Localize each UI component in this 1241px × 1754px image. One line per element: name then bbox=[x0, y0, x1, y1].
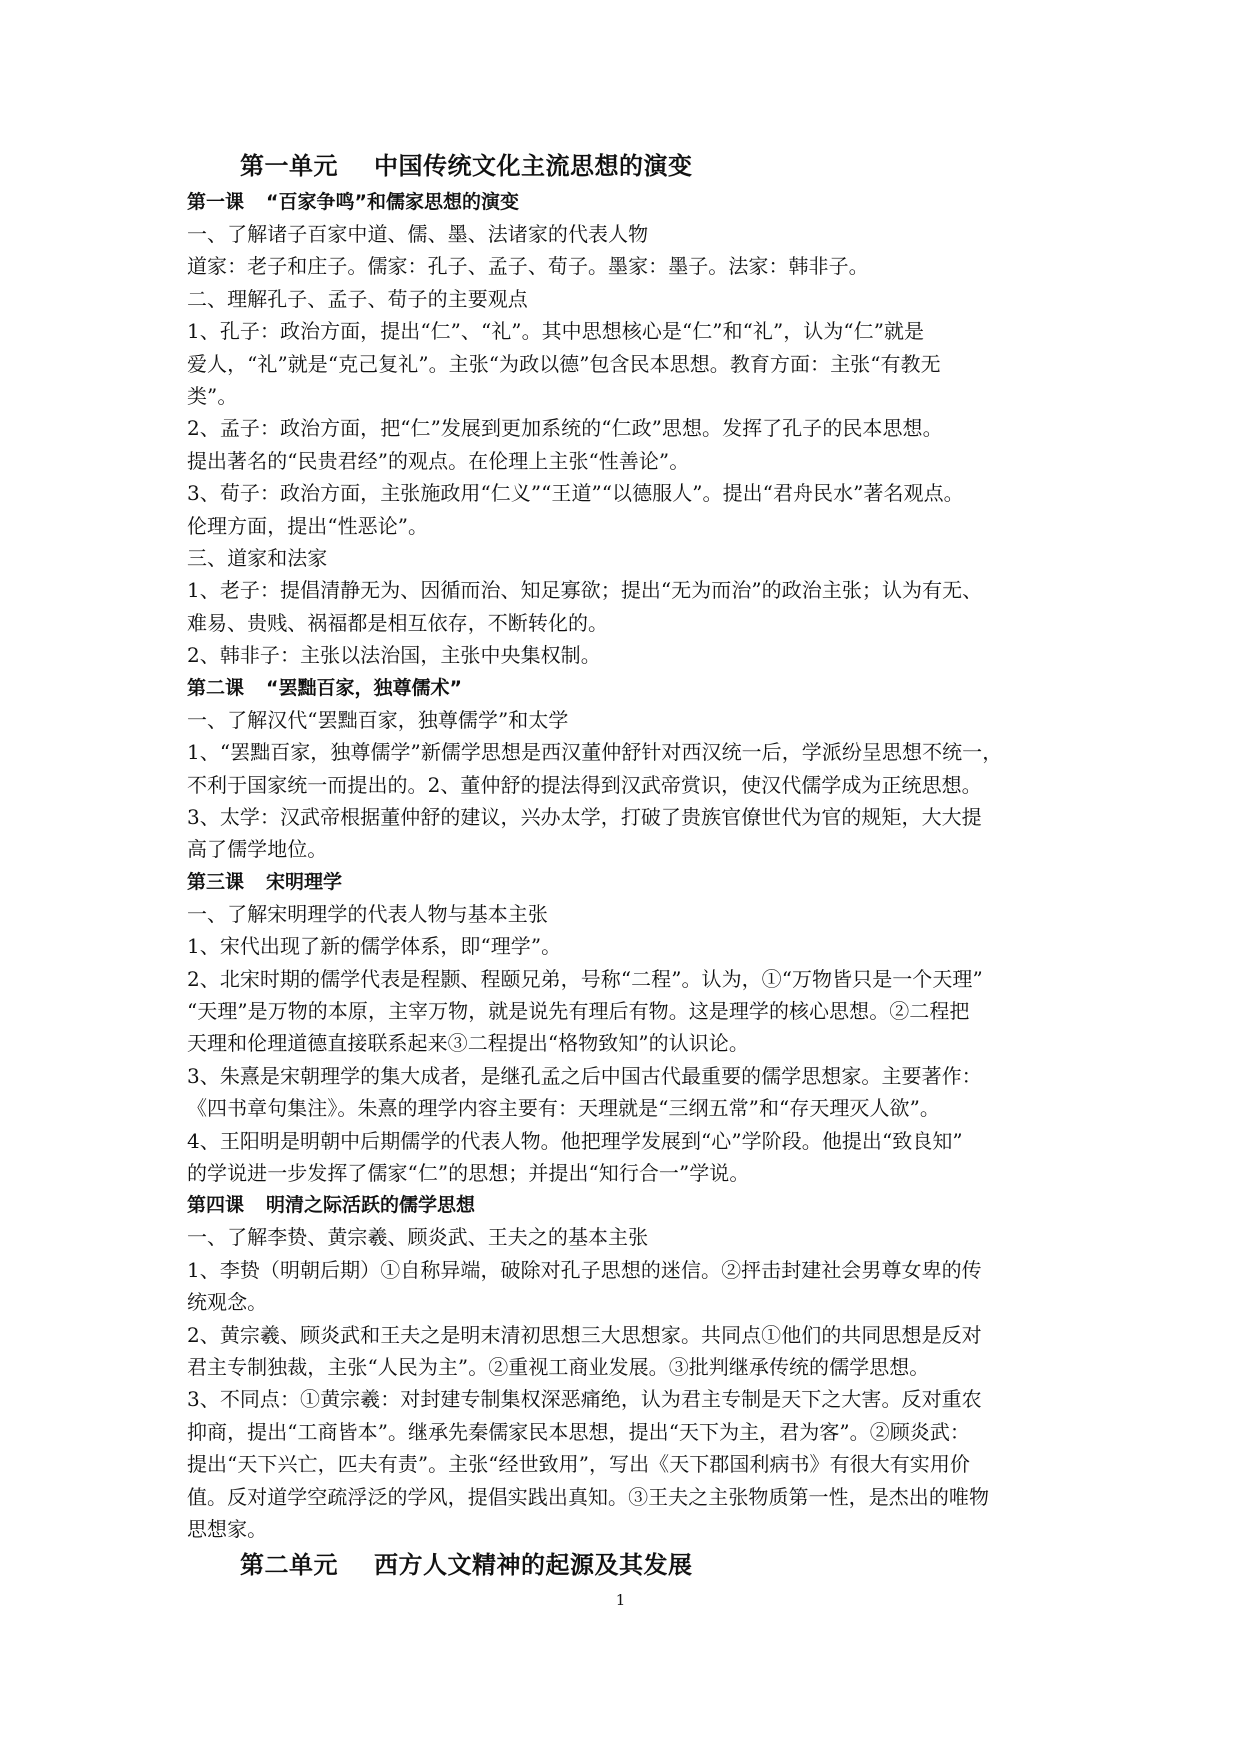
paragraph-line: 二、理解孔子、孟子、荀子的主要观点 bbox=[187, 286, 528, 311]
paragraph-line: 的学说进一步发挥了儒家“仁”的思想；并提出“知行合一”学说。 bbox=[187, 1160, 750, 1185]
lesson-heading-3 bbox=[187, 866, 1057, 898]
lesson-number: 第四课 bbox=[187, 1194, 245, 1217]
lesson-heading-1 bbox=[187, 186, 1057, 218]
paragraph-line: 类”。 bbox=[187, 384, 238, 409]
paragraph-line: 一、了解汉代“罢黜百家，独尊儒学”和太学 bbox=[187, 707, 569, 732]
paragraph-line: 2、北宋时期的儒学代表是程颢、程颐兄弟，号称“二程”。认为，①“万物皆只是一个天理” bbox=[187, 966, 983, 991]
paragraph-line: 君主专制独裁，主张“人民为主”。②重视工商业发展。③批判继承传统的儒学思想。 bbox=[187, 1355, 930, 1379]
paragraph-line: 天理和伦理道德直接联系起来③二程提出“格物致知”的认识论。 bbox=[187, 1031, 749, 1056]
paragraph-line: 2、韩非子：主张以法治国，主张中央集权制。 bbox=[187, 643, 601, 668]
lesson-4-section bbox=[187, 1221, 1057, 1545]
lesson-2-section bbox=[187, 704, 1057, 866]
paragraph-line: 4、王阳明是明朝中后期儒学的代表人物。他把理学发展到“心”学阶段。他提出“致良知” bbox=[187, 1128, 963, 1153]
paragraph-line: 《四书章句集注》。朱熹的理学内容主要有：天理就是“三纲五常”和“存天理灭人欲”。 bbox=[187, 1096, 940, 1121]
unit-heading-1 bbox=[187, 146, 1057, 186]
paragraph-line: 爱人，“礼”就是“克己复礼”。主张“为政以德”包含民本思想。教育方面：主张“有教无 bbox=[187, 351, 941, 376]
paragraph-line: 2、孟子：政治方面，把“仁”发展到更加系统的“仁政”思想。发挥了孔子的民本思想。 bbox=[187, 416, 943, 441]
paragraph-line: 1、“罢黜百家，独尊儒学”新儒学思想是西汉董仲舒针对西汉统一后，学派纷呈思想不统一， bbox=[187, 740, 1003, 765]
paragraph-line: 3、太学：汉武帝根据董仲舒的建议，兴办太学，打破了贵族官僚世代为官的规矩，大大提 bbox=[187, 804, 982, 829]
paragraph-line: 一、了解宋明理学的代表人物与基本主张 bbox=[187, 901, 548, 926]
paragraph-line: 思想家。 bbox=[187, 1517, 268, 1542]
lesson-title: 明清之际活跃的儒学思想 bbox=[266, 1194, 476, 1217]
paragraph-line: 1、孔子：政治方面，提出“仁”、“礼”。其中思想核心是“仁”和“礼”，认为“仁”就是 bbox=[187, 319, 925, 344]
paragraph-line: 1、宋代出现了新的儒学体系，即“理学”。 bbox=[187, 934, 562, 959]
paragraph-line: 道家：老子和庄子。儒家：孔子、孟子、荀子。墨家：墨子。法家：韩非子。 bbox=[187, 254, 869, 279]
lesson-3-section bbox=[187, 898, 1057, 1190]
paragraph-line: 1、李贽（明朝后期）①自称异端，破除对孔子思想的迷信。②抨击封建社会男尊女卑的传 bbox=[187, 1257, 982, 1282]
unit-title: 中国传统文化主流思想的演变 bbox=[374, 152, 693, 180]
paragraph-line: 提出“天下兴亡，匹夫有责”。主张“经世致用”，写出《天下郡国利病书》有很大有实用价 bbox=[187, 1452, 970, 1477]
paragraph-line: 3、朱熹是宋朝理学的集大成者，是继孔孟之后中国古代最重要的儒学思想家。主要著作： bbox=[187, 1063, 982, 1088]
paragraph-line: 值。反对道学空疏浮泛的学风，提倡实践出真知。③王夫之主张物质第一性，是杰出的唯物 bbox=[187, 1484, 989, 1509]
unit-number: 第一单元 bbox=[240, 152, 338, 180]
page-number: 1 bbox=[615, 1591, 626, 1609]
paragraph-line: 提出著名的“民贵君经”的观点。在伦理上主张“性善论”。 bbox=[187, 448, 690, 473]
paragraph-line: 3、荀子：政治方面，主张施政用“仁义”“王道”“以德服人”。提出“君舟民水”著名观点。 bbox=[187, 481, 964, 506]
unit-title: 西方人文精神的起源及其发展 bbox=[374, 1551, 693, 1580]
lesson-title: 宋明理学 bbox=[266, 870, 343, 893]
paragraph-line: 高了儒学地位。 bbox=[187, 837, 328, 862]
lesson-number: 第二课 bbox=[187, 676, 245, 699]
unit-heading-2 bbox=[187, 1545, 1057, 1585]
lesson-number: 第三课 bbox=[187, 870, 245, 893]
paragraph-line: “天理”是万物的本原，主宰万物，就是说先有理后有物。这是理学的核心思想。②二程把 bbox=[187, 998, 970, 1023]
paragraph-line: 伦理方面，提出“性恶论”。 bbox=[187, 513, 429, 538]
lesson-heading-4 bbox=[187, 1189, 1057, 1221]
paragraph-line: 统观念。 bbox=[187, 1290, 268, 1315]
lesson-number: 第一课 bbox=[187, 191, 245, 213]
unit-number: 第二单元 bbox=[240, 1551, 338, 1580]
lesson-title: “罢黜百家，独尊儒术” bbox=[266, 676, 462, 699]
lesson-1-section bbox=[187, 218, 1057, 672]
paragraph-line: 3、不同点：①黄宗羲：对封建专制集权深恶痛绝，认为君主专制是天下之大害。反对重农 bbox=[187, 1387, 982, 1412]
paragraph-line: 三、道家和法家 bbox=[187, 546, 328, 571]
paragraph-line: 难易、贵贱、祸福都是相互依存，不断转化的。 bbox=[187, 610, 609, 635]
paragraph-line: 抑商，提出“工商皆本”。继承先秦儒家民本思想，提出“天下为主，君为客”。②顾炎武： bbox=[187, 1419, 970, 1444]
paragraph-line: 2、黄宗羲、顾炎武和王夫之是明末清初思想三大思想家。共同点①他们的共同思想是反对 bbox=[187, 1322, 982, 1347]
paragraph-line: 一、了解李贽、黄宗羲、顾炎武、王夫之的基本主张 bbox=[187, 1225, 649, 1250]
paragraph-line: 不利于国家统一而提出的。2、董仲舒的提法得到汉武帝赏识，使汉代儒学成为正统思想。 bbox=[187, 772, 982, 797]
lesson-title: “百家争鸣”和儒家思想的演变 bbox=[266, 191, 519, 213]
lesson-heading-2 bbox=[187, 672, 1057, 704]
document-body bbox=[187, 146, 1057, 1585]
paragraph-line: 一、了解诸子百家中道、儒、墨、法诸家的代表人物 bbox=[187, 222, 649, 246]
paragraph-line: 1、老子：提倡清静无为、因循而治、知足寡欲；提出“无为而治”的政治主张；认为有无、 bbox=[187, 578, 983, 603]
